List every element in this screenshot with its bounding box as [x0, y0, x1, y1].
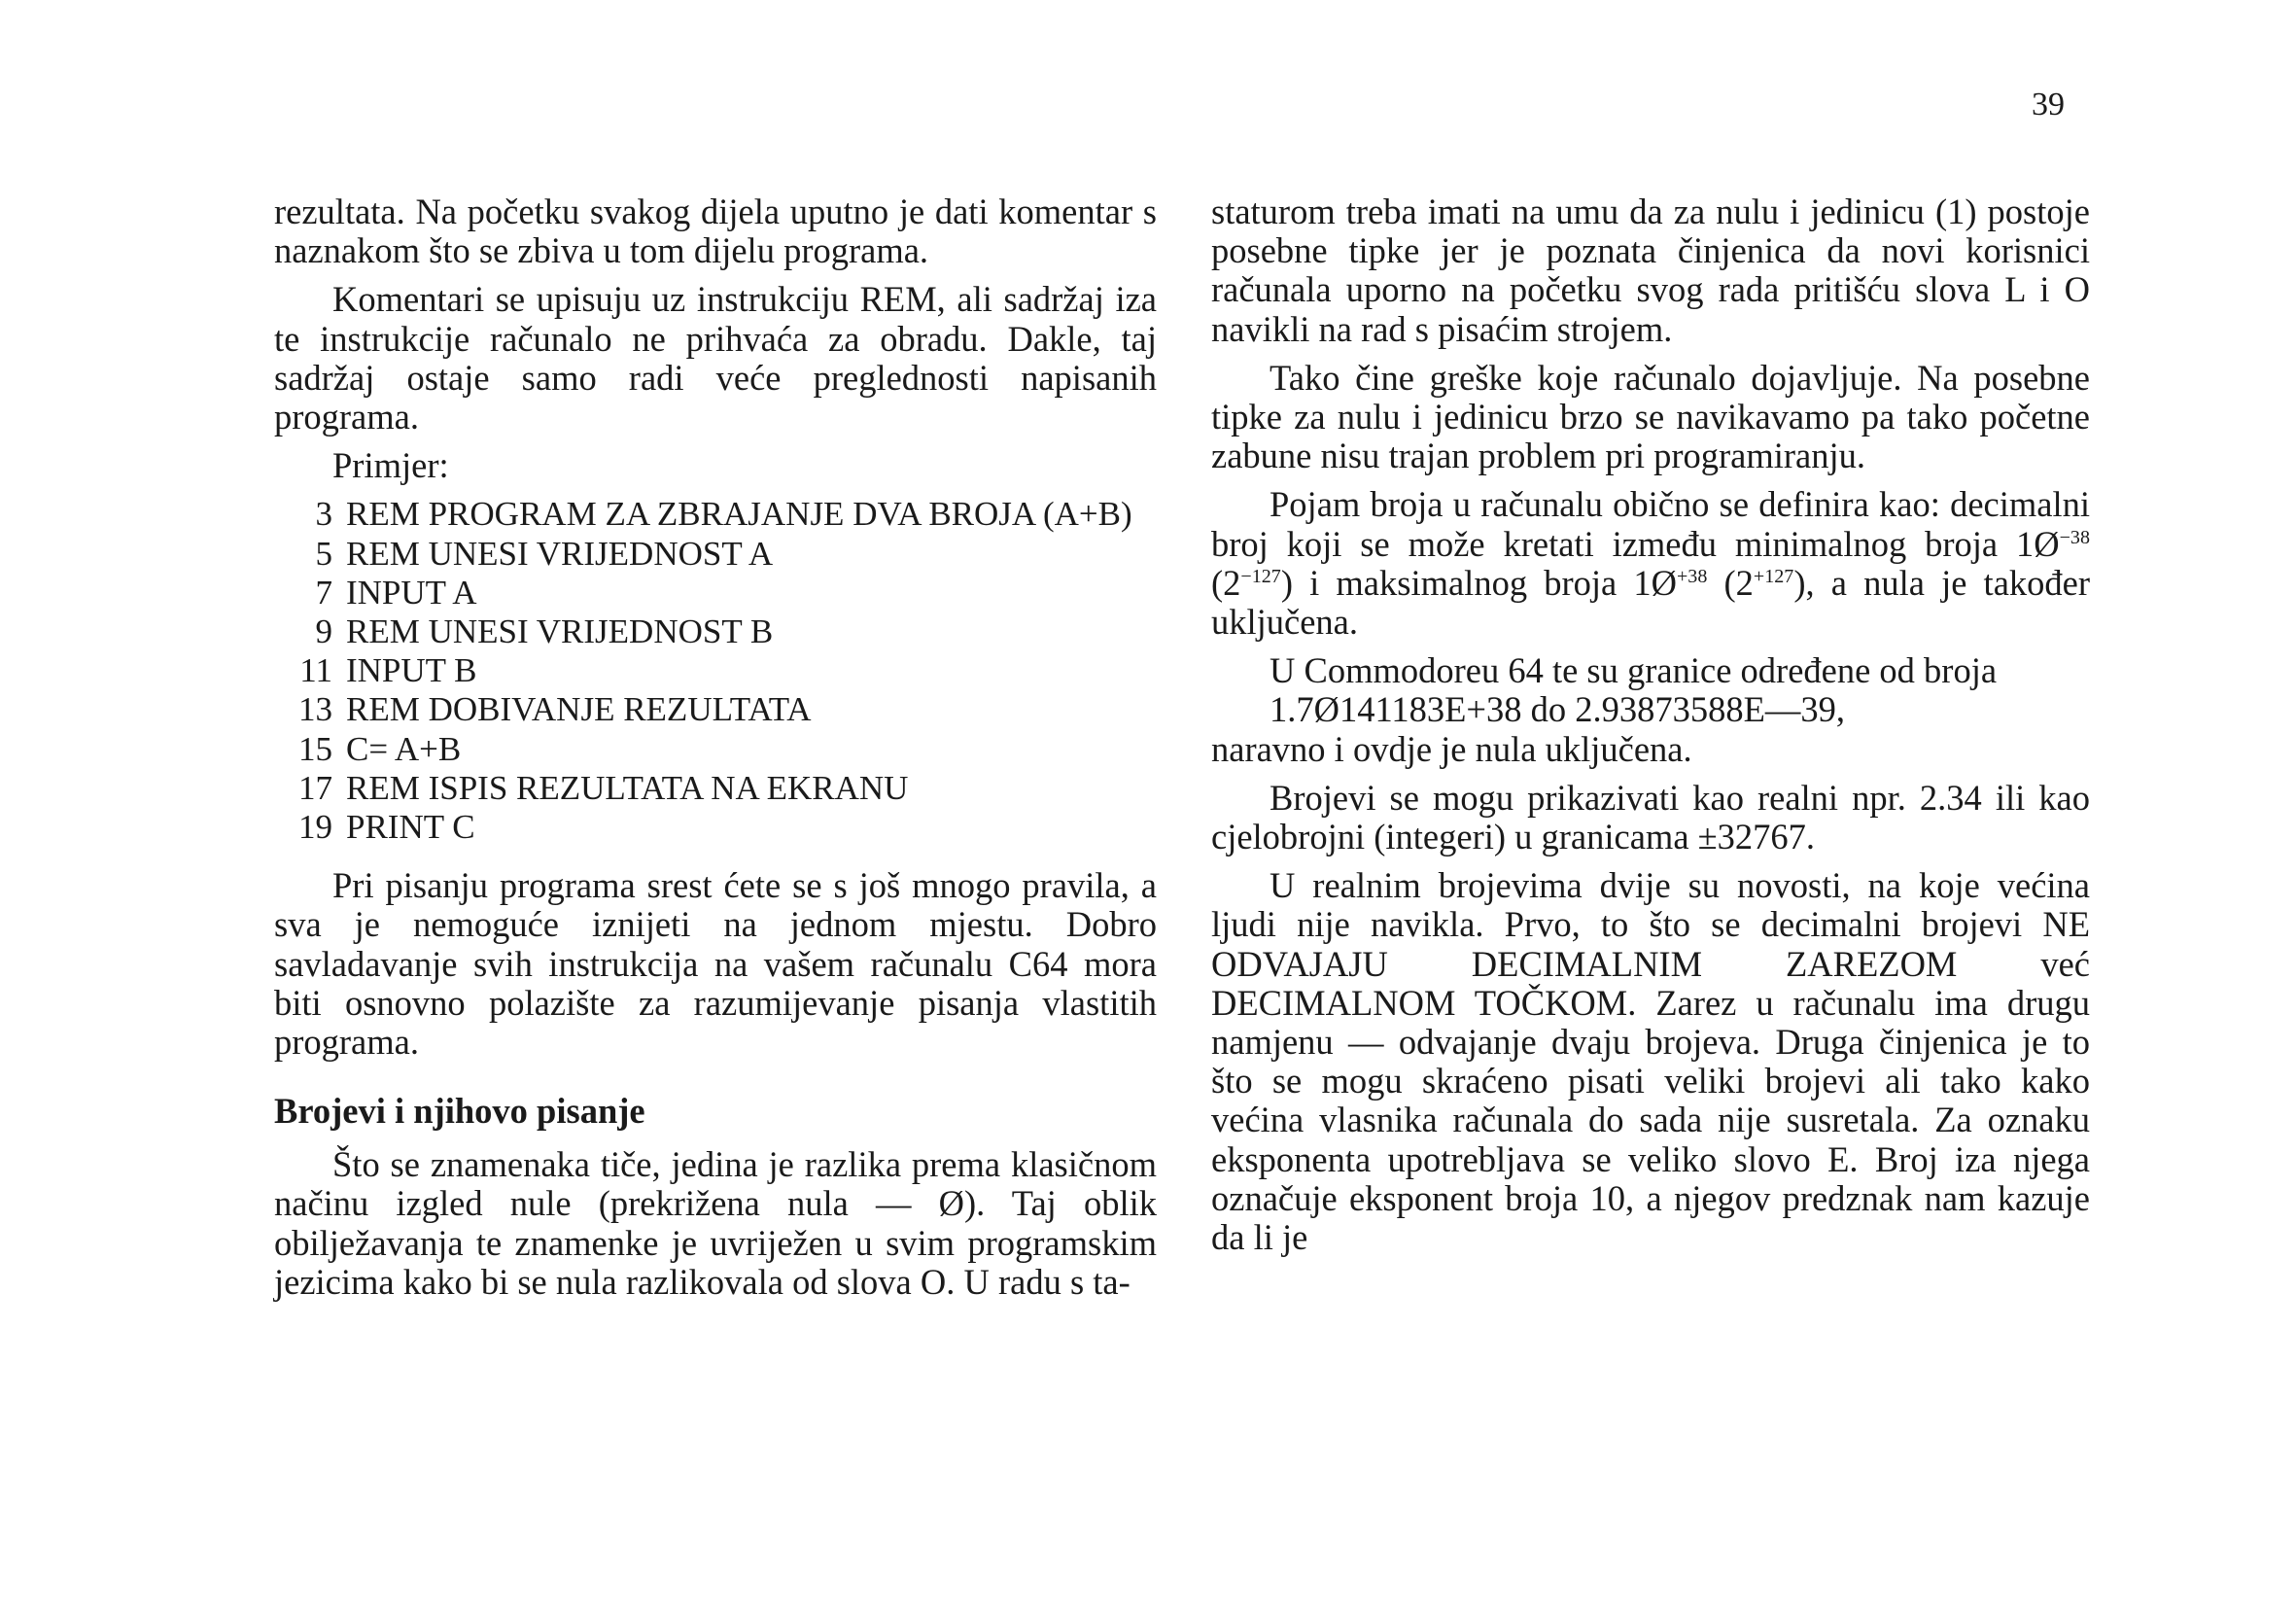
page-number: 39	[2032, 87, 2065, 122]
paragraph: rezultata. Na početku svakog dijela uputno je dati komentar s naznakom što se zbiva u tom dijelu programa.	[274, 192, 1157, 271]
exponent: +38	[1676, 565, 1708, 587]
code-line	[274, 574, 1157, 612]
line-text: PRINT C	[346, 808, 475, 847]
line-text: REM UNESI VRIJEDNOST B	[346, 612, 774, 651]
paragraph: Što se znamenaka tiče, jedina je razlika prema klasičnom načinu izgled nule (prekrižena nula — Ø). Taj oblik obilježavanja te znamenke je uvriježen u svim programskim jezicima kako bi se nula razlikovala od slova O. U radu s ta-	[274, 1144, 1157, 1302]
line-text: REM UNESI VRIJEDNOST A	[346, 534, 774, 573]
line-number: 5	[315, 534, 332, 573]
exponent: +127	[1753, 565, 1794, 587]
code-line	[274, 651, 1157, 690]
code-line	[274, 769, 1157, 808]
paragraph: Komentari se upisuju uz instrukciju REM, ali sadržaj iza te instrukcije računalo ne prihvaća za obradu. Dakle, taj sadržaj ostaje samo radi veće preglednosti napisanih programa.	[274, 279, 1157, 437]
text-run: Pojam broja u računalu obično se definira kao: decimalni broj koji se može kretati između minimalnog broja 1Ø	[1211, 484, 2090, 564]
text-run: (2	[1211, 562, 1241, 603]
code-line	[274, 495, 1157, 534]
paragraph: Tako čine greške koje računalo dojavljuje. Na posebne tipke za nulu i jedinicu brzo se navikavamo pa tako početne zabune nisu trajan problem pri programiranju.	[1211, 357, 2090, 476]
line-text: INPUT B	[346, 651, 477, 690]
code-line	[274, 730, 1157, 769]
paragraph: Brojevi se mogu prikazivati kao realni npr. 2.34 ili kao cjelobrojni (integeri) u granicama ±32767.	[1211, 777, 2090, 857]
line-number: 11	[299, 651, 332, 690]
line-number: 7	[315, 573, 332, 612]
line-text: C= A+B	[346, 729, 462, 768]
text-run: ), a nula je također uključena.	[1211, 562, 2090, 643]
paragraph: U realnim brojevima dvije su novosti, na koje većina ljudi nije navikla. Prvo, to što se decimalni brojevi NE ODVAJAJU DECIMALNIM ZAREZOM već DECIMALNOM TOČKOM. Zarez u računalu ima drugu namjenu — odvajanje dvaju brojeva. Druga činjenica je to što se mogu skraćeno pisati veliki brojevi ali tako kako većina vlasnika računala do sada nije susretala. Za oznaku eksponenta upotrebljava se veliko slovo E. Broj iza njega označuje eksponent broja 10, a njegov predznak nam kazuje da li je	[1211, 865, 2090, 1258]
section-heading: Brojevi i njihovo pisanje	[274, 1091, 645, 1132]
right-column	[1211, 192, 2090, 1267]
commodore-range: 1.7Ø141183E+38 do 2.93873588E—39,	[1270, 689, 1846, 730]
code-listing	[274, 495, 1157, 847]
code-line	[274, 690, 1157, 729]
paragraph: staturom treba imati na umu da za nulu i jedinicu (1) postoje posebne tipke jer je poznata činjenica da novi korisnici računala uporno na početku svog rada pritišću slova L i O navikli na rad s pisaćim strojem.	[1211, 192, 2090, 349]
code-line	[274, 535, 1157, 574]
line-text: REM PROGRAM ZA ZBRAJANJE DVA BROJA (A+B)	[346, 495, 1132, 534]
paragraph-number-range	[1211, 485, 2090, 642]
line-number: 3	[315, 495, 332, 534]
left-column	[274, 192, 1157, 1311]
exponent: −38	[2059, 526, 2090, 548]
exponent: −127	[1240, 565, 1281, 587]
paragraph: Pri pisanju programa srest ćete se s još mnogo pravila, a sva je nemoguće iznijeti na jednom mjestu. Dobro savladavanje svih instrukcija na vašem računalu C64 mora biti osnovno polazište za razumijevanje pisanja vlastitih programa.	[274, 865, 1157, 1063]
line-text: REM DOBIVANJE REZULTATA	[346, 690, 812, 729]
line-number: 17	[298, 768, 332, 807]
line-number: 9	[315, 612, 332, 651]
code-line	[274, 612, 1157, 651]
line-number: 15	[298, 729, 332, 768]
text-run: (2	[1707, 562, 1754, 603]
paragraph: U Commodoreu 64 te su granice određene od broja	[1270, 650, 1998, 691]
line-number: 13	[298, 690, 332, 729]
line-text: REM ISPIS REZULTATA NA EKRANU	[346, 768, 909, 807]
code-line	[274, 808, 1157, 847]
line-number: 19	[298, 808, 332, 847]
paragraph: naravno i ovdje je nula uključena.	[1211, 728, 1692, 769]
example-label: Primjer:	[332, 445, 449, 486]
line-text: INPUT A	[346, 573, 477, 612]
text-run: ) i maksimalnog broja 1Ø	[1280, 562, 1677, 603]
